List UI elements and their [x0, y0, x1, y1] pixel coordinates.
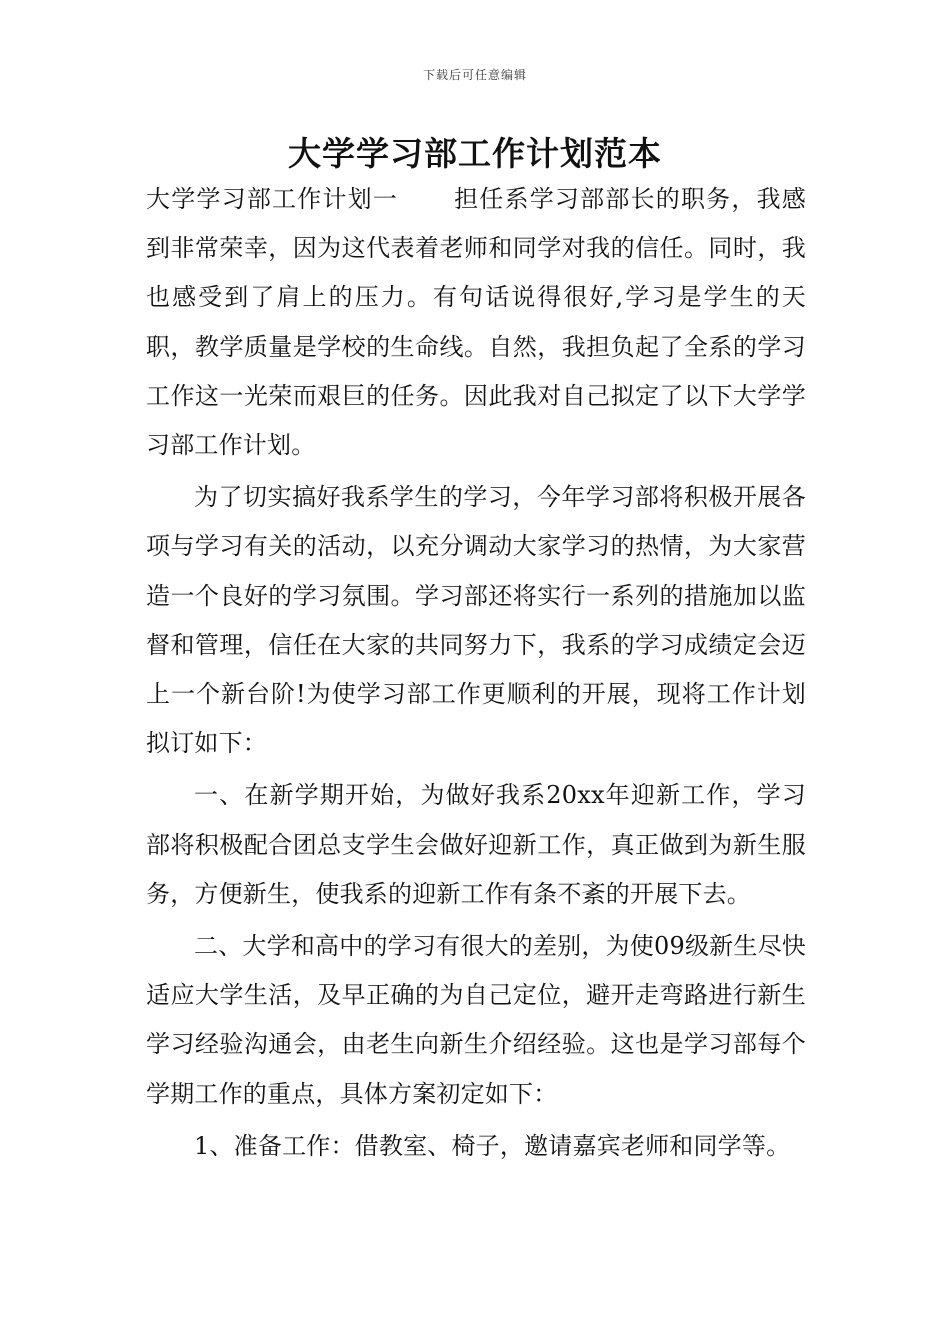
- paragraph-item-one: 一、在新学期开始，为做好我系20xx年迎新工作，学习部将积极配合团总支学生会做好迎新工作，真正做到为新生服务，方便新生，使我系的迎新工作有条不紊的开展下去。: [146, 781, 806, 908]
- intro-label: 大学学习部工作计划一: [146, 185, 399, 213]
- intro-text: 担任系学习部部长的职务，我感到非常荣幸，因为这代表着老师和同学对我的信任。同时，我也感受到了肩上的压力。有句话说得很好,学习是学生的天职，教学质量是学校的生命线。自然，我担负起了全系的学习工作这一光荣而艰巨的任务。因此我对自己拟定了以下大学学习部工作计划。: [146, 185, 806, 460]
- intro-paragraph: [146, 175, 806, 470]
- paragraph-sub-item-one: 1、准备工作：借教室、椅子，邀请嘉宾老师和同学等。: [194, 1131, 791, 1160]
- header-note: 下载后可任意编辑: [422, 68, 527, 82]
- paragraph-item-two: 二、大学和高中的学习有很大的差别，为使09级新生尽快适应大学生活，及早正确的为自己定位，避开走弯路进行新生学习经验沟通会，由老生向新生介绍经验。这也是学习部每个学期工作的重点，具体方案初定如下：: [146, 932, 806, 1108]
- paragraph-plan-overview: 为了切实搞好我系学生的学习，今年学习部将积极开展各项与学习有关的活动，以充分调动大家学习的热情，为大家营造一个良好的学习氛围。学习部还将实行一系列的措施加以监督和管理，信任在大家的共同努力下，我系的学习成绩定会迈上一个新台阶!为使学习部工作更顺利的开展，现将工作计划拟订如下：: [146, 483, 806, 758]
- document-body: [146, 175, 806, 1171]
- document-title: 大学学习部工作计划范本: [288, 134, 662, 173]
